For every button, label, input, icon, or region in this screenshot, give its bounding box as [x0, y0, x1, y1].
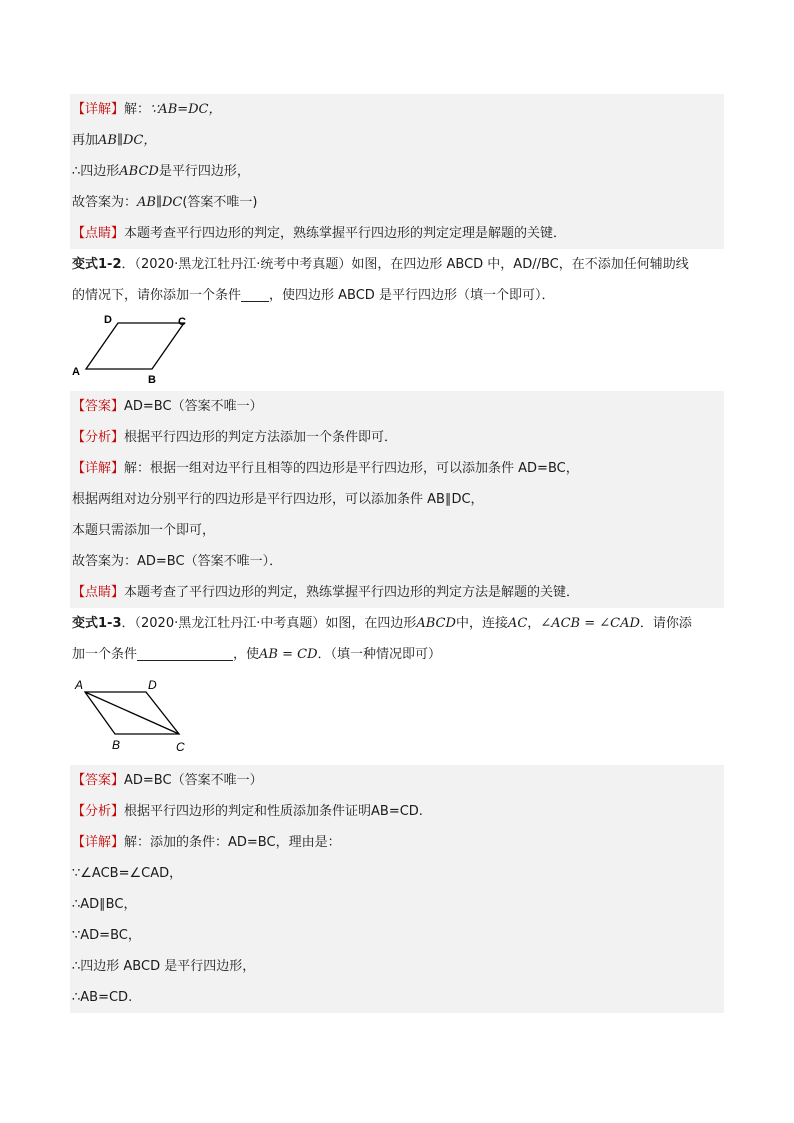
- p2-detail-text: 解：根据一组对边平行且相等的四边形是平行四边形，可以添加条件 AD=BC，: [124, 461, 579, 476]
- p2-detail-line3: 本题只需添加一个即可，: [70, 515, 724, 546]
- p2-label-d: D: [104, 314, 112, 326]
- s1-comment-line: [70, 218, 724, 249]
- p2-source: ．（2020·黑龙江牡丹江·统考中考真题）: [121, 257, 352, 272]
- p2-detail-line2: 根据两组对边分别平行的四边形是平行四边形，可以添加条件 AB∥DC，: [70, 484, 724, 515]
- s1-add-math: AB∥DC，: [98, 133, 157, 148]
- s1-detail-tag: 【详解】: [72, 102, 125, 117]
- s1-detail-line: [70, 94, 724, 125]
- p2-comment-line: [70, 577, 724, 608]
- p3-label: 变式1-3: [72, 616, 122, 631]
- p2-analysis-tag: 【分析】: [72, 430, 125, 445]
- document-page: [70, 94, 724, 1013]
- p3-step1: ∵∠ACB=∠CAD，: [70, 858, 724, 889]
- p3-label-d: D: [148, 678, 157, 692]
- p3-step4: ∴四边形 ABCD 是平行四边形，: [70, 951, 724, 982]
- p3-step3: ∵AD=BC，: [70, 920, 724, 951]
- p3-q-m1: ABCD: [416, 616, 456, 631]
- p2-label-b: B: [148, 374, 156, 386]
- p2-comment-tag: 【点睛】: [72, 585, 125, 600]
- p3-label-a: A: [75, 678, 84, 692]
- p3-parallelogram-svg: [70, 670, 220, 765]
- p3-detail-tag: 【详解】: [72, 835, 125, 850]
- p3-label-c: C: [176, 740, 185, 754]
- p2-detail-line: [70, 453, 724, 484]
- s1-detail-math: ∵AB=DC，: [150, 102, 222, 117]
- p3-detail-line: [70, 827, 724, 858]
- p3-q-d: ．请你添: [639, 616, 692, 631]
- p3-diagonal-ac: [85, 692, 179, 734]
- p3-line2-pre: 加一个条件: [72, 647, 138, 662]
- p3-label-b: B: [112, 738, 121, 752]
- s1-conclusion-post: 是平行四边形，: [158, 164, 250, 179]
- s1-answer-pre: 故答案为：: [72, 195, 138, 210]
- p2-label-c: C: [178, 316, 186, 328]
- p3-q-m2: AC: [507, 616, 528, 631]
- p2-line2-post: ，使四边形 ABCD 是平行四边形（填一个即可）．: [269, 288, 555, 303]
- p2-question-text: 如图，在四边形 ABCD 中，AD//BC，在不添加任何辅助线: [351, 257, 689, 272]
- s1-answer-line: [70, 187, 724, 218]
- p3-line2-post: ．（填一种情况即可）: [317, 647, 442, 662]
- p2-answer-tag: 【答案】: [72, 399, 125, 414]
- p2-figure: [70, 311, 724, 391]
- p3-analysis-text: 根据平行四边形的判定和性质添加条件证明AB=CD.: [124, 804, 423, 819]
- s1-answer-math: AB∥DC: [137, 195, 183, 210]
- p3-q-c: ，: [527, 616, 541, 631]
- p3-step2: ∴AD∥BC，: [70, 889, 724, 920]
- p2-detail-line4: 故答案为：AD=BC（答案不唯一）．: [70, 546, 724, 577]
- s1-detail-pre: 解：: [124, 102, 151, 117]
- p2-analysis-text: 根据平行四边形的判定方法添加一个条件即可．: [124, 430, 398, 445]
- p3-answer-line: [70, 765, 724, 796]
- p3-q-a: 如图，在四边形: [325, 616, 417, 631]
- p2-parallelogram-svg: [70, 311, 210, 391]
- s1-conclusion-math: ABCD: [119, 164, 159, 179]
- p3-blank: [137, 645, 233, 661]
- s1-answer-post: (答案不唯一): [182, 195, 258, 210]
- s1-add-line: [70, 125, 724, 156]
- p2-line2-pre: 的情况下，请你添加一个条件: [72, 288, 242, 303]
- p2-parallelogram: [86, 323, 184, 369]
- p2-blank: [241, 286, 269, 302]
- p2-label-a: A: [72, 366, 80, 378]
- s1-conclusion-pre: ∴四边形: [72, 164, 120, 179]
- p3-question-line1: [70, 608, 724, 639]
- p2-analysis-line: [70, 422, 724, 453]
- p3-source: ．（2020·黑龙江牡丹江·中考真题）: [121, 616, 326, 631]
- p3-q-m3: ∠ACB = ∠CAD: [540, 616, 640, 631]
- p3-answer-tag: 【答案】: [72, 773, 125, 788]
- s1-add-pre: 再加: [72, 133, 99, 148]
- p3-answer-text: AD=BC（答案不唯一）: [124, 773, 263, 788]
- s1-comment-tag: 【点睛】: [72, 226, 125, 241]
- p3-analysis-line: [70, 796, 724, 827]
- s1-conclusion-line: [70, 156, 724, 187]
- p3-detail-text: 解：添加的条件：AD=BC，理由是：: [124, 835, 341, 850]
- p3-question-line2: [70, 639, 724, 670]
- p2-question-line2: [70, 280, 724, 311]
- p2-detail-tag: 【详解】: [72, 461, 125, 476]
- p3-figure: [70, 670, 724, 765]
- p3-q-b: 中，连接: [455, 616, 508, 631]
- p3-line2-math: AB = CD: [259, 647, 318, 662]
- p3-line2-mid: ，使: [233, 647, 260, 662]
- p3-step5: ∴AB=CD.: [70, 982, 724, 1013]
- s1-comment-text: 本题考查平行四边形的判定，熟练掌握平行四边形的判定定理是解题的关键．: [124, 226, 567, 241]
- p2-answer-line: [70, 391, 724, 422]
- p2-comment-text: 本题考查了平行四边形的判定，熟练掌握平行四边形的判定方法是解题的关键．: [124, 585, 580, 600]
- p2-label: 变式1-2: [72, 257, 122, 272]
- p2-answer-text: AD=BC（答案不唯一）: [124, 399, 263, 414]
- p3-analysis-tag: 【分析】: [72, 804, 125, 819]
- p2-question-line1: [70, 249, 724, 280]
